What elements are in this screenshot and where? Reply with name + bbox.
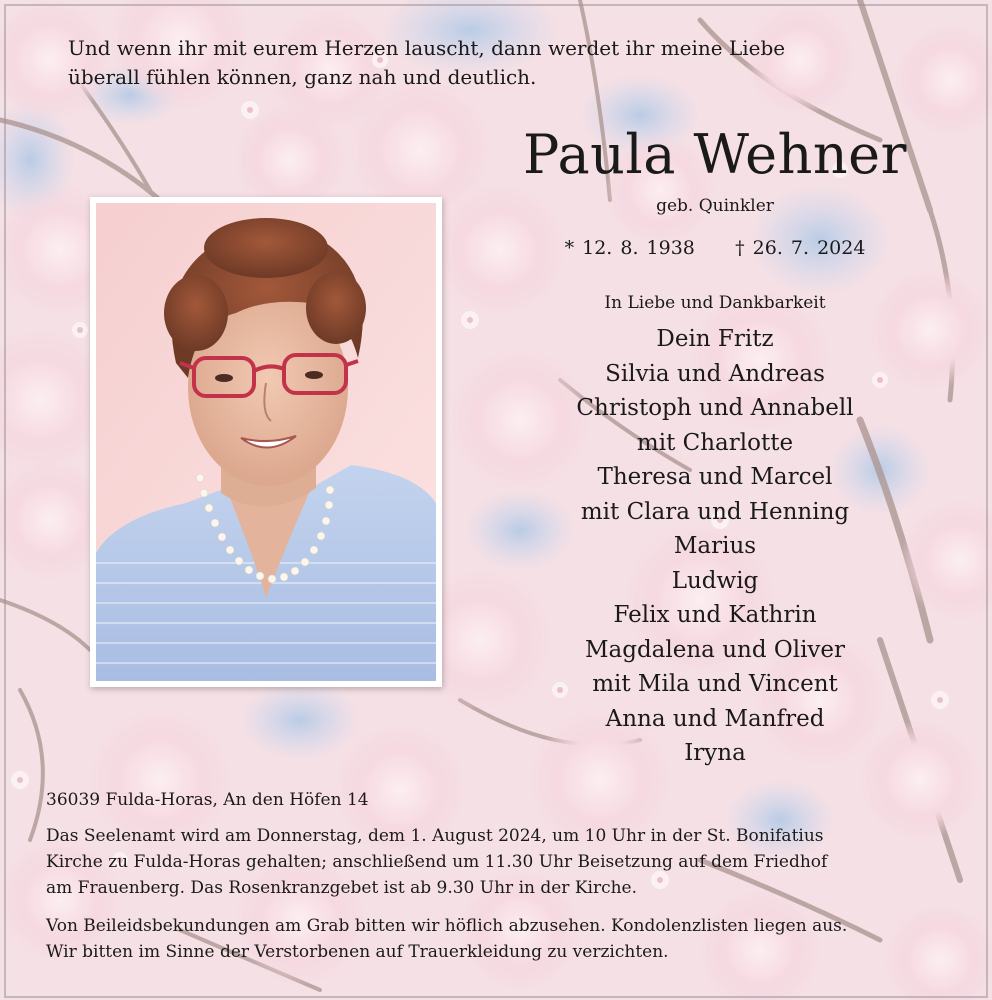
- note-line: Von Beileidsbekundungen am Grab bitten wir höflich abzusehen. Kondolenzlisten liegen aus.: [46, 916, 848, 936]
- note-line: Wir bitten im Sinne der Verstorbenen auf Trauerkleidung zu verzichten.: [46, 942, 669, 962]
- birth-symbol: *: [564, 237, 575, 259]
- mourner: Christoph und Annabell: [576, 395, 854, 421]
- mourner: Theresa und Marcel: [597, 464, 833, 490]
- poem-line: überall fühlen können, ganz nah und deutlich.: [68, 65, 537, 89]
- portrait-image: [96, 203, 436, 681]
- mourner: Iryna: [684, 740, 746, 766]
- mourner: Dein Fritz: [656, 326, 774, 352]
- deceased-name: Paula Wehner: [523, 123, 907, 186]
- mourner: Silvia und Andreas: [605, 360, 825, 387]
- maiden-name: geb. Quinkler: [656, 196, 774, 216]
- portrait-photo: [90, 197, 442, 687]
- service-line: Kirche zu Fulda-Horas gehalten; anschließend um 11.30 Uhr Beisetzung auf dem Friedhof: [46, 852, 828, 872]
- poem-line: Und wenn ihr mit eurem Herzen lauscht, dann werdet ihr meine Liebe: [68, 36, 786, 60]
- mourner: mit Mila und Vincent: [592, 671, 838, 697]
- mourner: mit Charlotte: [636, 429, 794, 456]
- mourner: Magdalena und Oliver: [584, 636, 846, 663]
- mourner: Felix und Kathrin: [613, 602, 817, 628]
- death-symbol: †: [735, 237, 745, 259]
- closing-notes: [46, 913, 956, 965]
- mourner: mit Clara und Henning: [580, 498, 850, 525]
- life-dates: [540, 235, 890, 261]
- service-info: [46, 823, 956, 901]
- address: 36039 Fulda-Horas, An den Höfen 14: [46, 790, 369, 810]
- death-date: 26. 7. 2024: [752, 237, 866, 259]
- service-line: Das Seelenamt wird am Donnerstag, dem 1. August 2024, um 10 Uhr in der St. Bonifatius: [46, 826, 824, 846]
- mourners-list: [515, 322, 915, 771]
- mourner: Anna und Manfred: [605, 705, 825, 732]
- dedication: In Liebe und Dankbarkeit: [604, 293, 826, 313]
- birth-date: 12. 8. 1938: [582, 237, 695, 259]
- poem-quote: [68, 34, 828, 92]
- service-line: am Frauenberg. Das Rosenkranzgebet ist ab 9.30 Uhr in der Kirche.: [46, 878, 638, 898]
- mourner: Marius: [673, 533, 757, 559]
- mourner: Ludwig: [671, 567, 759, 594]
